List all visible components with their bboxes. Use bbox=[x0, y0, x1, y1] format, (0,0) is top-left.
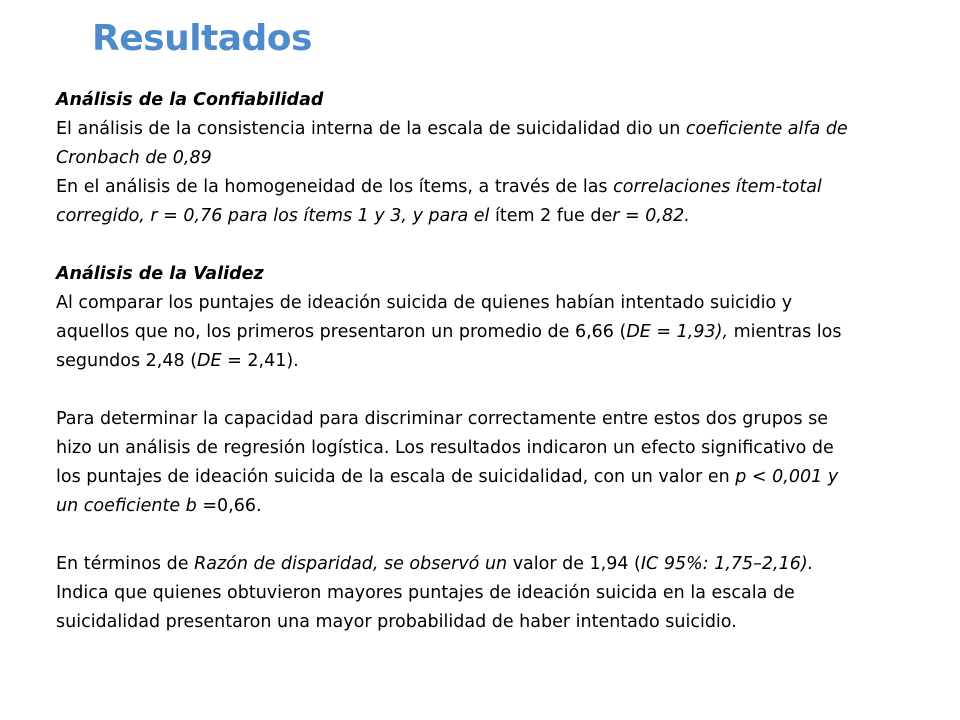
results-body bbox=[56, 86, 856, 637]
validity-paragraph-3 bbox=[56, 550, 856, 637]
spacer bbox=[56, 376, 856, 405]
text-run: Indica que quienes obtuvieron mayores puntajes de ideación suicida en la escala de suicidalidad presentaron una mayor probabilidad de haber intentado suicidio. bbox=[56, 583, 795, 632]
text-run: Para determinar la capacidad para discriminar correctamente entre estos dos grupos se hizo un análisis de regresión logística. Los resultados indicaron un efecto significativo de los puntajes de ideación suicida de la escala de suicidalidad, con un valor en bbox=[56, 409, 834, 487]
text-run: Al comparar los puntajes de ideación suicida de quienes habían intentado suicidio y aquellos que no, los primeros presentaron un promedio de 6,66 ( bbox=[56, 293, 793, 342]
italic-run: DE bbox=[197, 351, 222, 371]
validity-paragraph-1 bbox=[56, 289, 856, 376]
text-run: ítem 2 fue de bbox=[495, 206, 613, 226]
text-run: En términos de bbox=[56, 554, 195, 574]
reliability-paragraph-1 bbox=[56, 115, 856, 173]
section-heading-reliability: Análisis de la Confiabilidad bbox=[56, 90, 324, 110]
text-run: 0,66. bbox=[217, 496, 262, 516]
spacer bbox=[56, 521, 856, 550]
italic-run: DE = 1,93), bbox=[626, 322, 729, 342]
reliability-paragraph-2 bbox=[56, 173, 856, 231]
text-run: El análisis de la consistencia interna de la escala de suicidalidad dio un bbox=[56, 119, 686, 139]
italic-run: IC 95%: 1,75–2,16). bbox=[640, 554, 814, 574]
page-title: Resultados bbox=[92, 18, 312, 59]
text-run: mientras los segundos 2,48 ( bbox=[56, 322, 842, 371]
spacer bbox=[56, 231, 856, 260]
text-run: = 2,41). bbox=[221, 351, 299, 371]
section-heading-validity: Análisis de la Validez bbox=[56, 264, 264, 284]
italic-run: p < 0,001 y un coeficiente b = bbox=[56, 467, 839, 516]
text-run: En el análisis de la homogeneidad de los ítems, a través de las bbox=[56, 177, 614, 197]
validity-paragraph-2 bbox=[56, 405, 856, 521]
italic-run: coeficiente alfa de Cronbach de 0,89 bbox=[56, 119, 848, 168]
italic-run: Razón de disparidad, se observó un bbox=[194, 554, 508, 574]
text-run: valor de 1,94 ( bbox=[507, 554, 641, 574]
italic-run: r = 0,82. bbox=[612, 206, 690, 226]
italic-run: correlaciones ítem-total corregido, r = 0,76 para los ítems 1 y 3, y para el bbox=[56, 177, 822, 226]
